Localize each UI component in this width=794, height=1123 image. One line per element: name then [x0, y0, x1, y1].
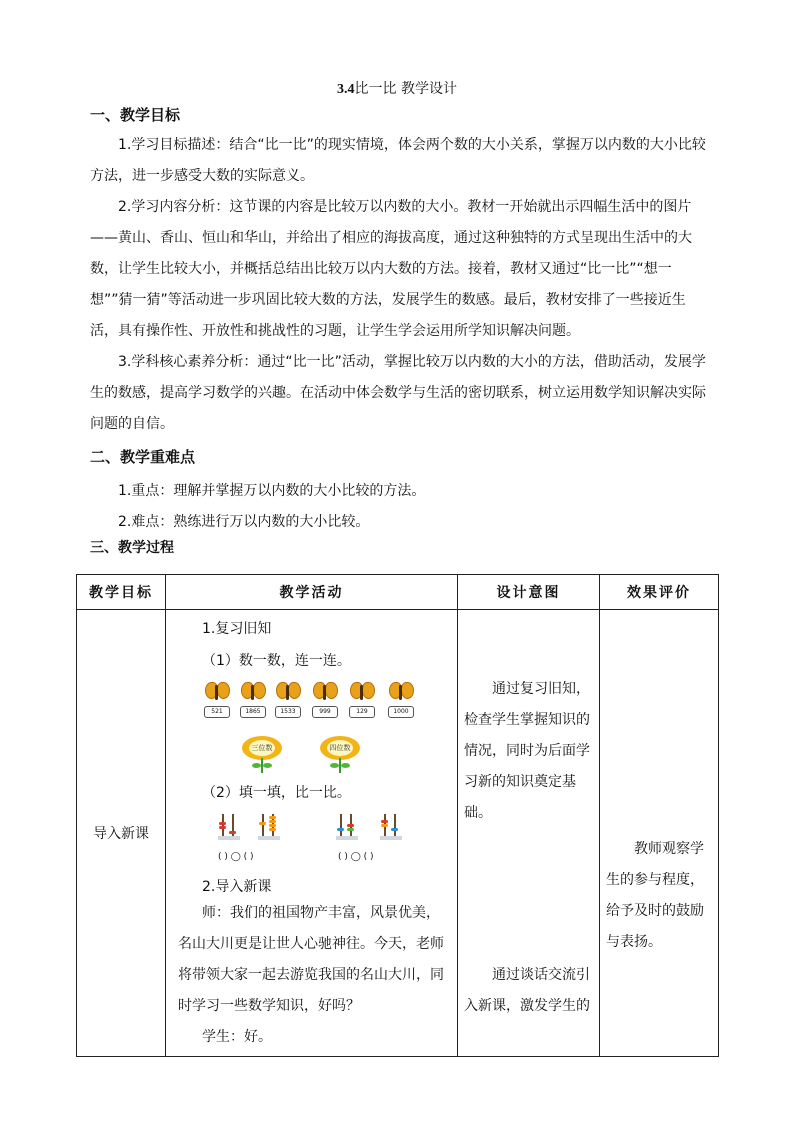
- keypoint-1: 1.重点：理解并掌握万以内数的大小比较的方法。: [118, 483, 426, 499]
- design-cell: [458, 610, 600, 1057]
- review-task-2: （2）填一填，比一比。: [202, 785, 351, 801]
- section-heading-goals: 一、教学目标: [90, 106, 181, 124]
- sunflower-icon: [242, 736, 282, 774]
- number-card: 129: [349, 706, 375, 718]
- evaluation-note: 教师观察学生的参与程度，给予及时的鼓励与表扬。: [606, 841, 704, 950]
- goal-cell: 导入新课: [77, 610, 166, 1057]
- number-card: 521: [204, 706, 230, 718]
- header-goal: 教学目标: [77, 575, 166, 610]
- butterfly-icon: [388, 680, 414, 702]
- keypoint-2: 2.难点：熟练进行万以内数的大小比较。: [118, 514, 370, 530]
- intro-teacher-speech: 师：我们的祖国物产丰富，风景优美，名山大川更是让世人心驰神往。今天，老师将带领大家一起去游览我国的名山大川，同时学习一些数学知识，好吗？: [178, 905, 444, 1014]
- butterfly-icon: [204, 680, 230, 702]
- table-row: [77, 610, 719, 1057]
- flower-label: 四位数: [327, 740, 353, 756]
- review-title: 1.复习旧知: [202, 621, 272, 637]
- header-evaluation: 效果评价: [600, 575, 719, 610]
- section-heading-keypoints: 二、教学重难点: [90, 448, 196, 466]
- evaluation-cell: [600, 610, 719, 1057]
- compare-blank[interactable]: ( ) ◯ ( ): [218, 852, 254, 862]
- title-number: 3.4: [337, 82, 355, 97]
- header-activity: 教学活动: [166, 575, 458, 610]
- number-card: 999: [312, 706, 338, 718]
- goal-paragraph-2: 2.学习内容分析：这节课的内容是比较万以内数的大小。教材一开始就出示四幅生活中的图片——黄山、香山、恒山和华山，并给出了相应的海拔高度，通过这种独特的方式呈现出生活中的大数，让学生比较大小，并概括总结出比较万以内大数的方法。接着，教材又通过“比一比”“想一想””猜一猜”等活动进一步巩固比较大数的方法，发展学生的数感。最后，教材安排了一些接近生活，具有操作性、开放性和挑战性的习题，让学生学会运用所学知识解决问题。: [90, 199, 692, 339]
- sunflower-icon: [320, 736, 360, 774]
- intro-title: 2.导入新课: [202, 879, 272, 895]
- butterfly-icon: [349, 680, 375, 702]
- page-title: [0, 78, 794, 98]
- abacus-icon: [218, 814, 240, 840]
- review-task-1: （1）数一数，连一连。: [202, 653, 351, 669]
- table-header-row: [77, 575, 719, 610]
- activity-cell: [166, 610, 458, 1057]
- butterfly-icon: [312, 680, 338, 702]
- section-heading-process: 三、教学过程: [90, 540, 174, 556]
- compare-blank[interactable]: ( ) ◯ ( ): [338, 852, 374, 862]
- abacus-icon: [336, 814, 358, 840]
- process-table: [76, 574, 719, 1057]
- intro-student-reply: 学生：好。: [202, 1029, 272, 1045]
- butterfly-icon: [240, 680, 266, 702]
- design-note-2: 通过谈话交流引入新课，激发学生的: [464, 967, 590, 1014]
- abacus-icon: [380, 814, 402, 840]
- design-note-1: 通过复习旧知，检查学生掌握知识的情况，同时为后面学习新的知识奠定基础。: [464, 681, 590, 821]
- butterfly-icon: [275, 680, 301, 702]
- goal-paragraph-3: 3.学科核心素养分析：通过“比一比”活动，掌握比较万以内数的大小的方法，借助活动，发展学生的数感，提高学习数学的兴趣。在活动中体会数学与生活的密切联系，树立运用数学知识解决实际问题的自信。: [90, 354, 706, 432]
- flower-label: 三位数: [249, 740, 275, 756]
- header-design: 设计意图: [458, 575, 600, 610]
- number-card: 1533: [275, 706, 301, 718]
- abacus-icon: [258, 814, 280, 840]
- number-card: 1000: [388, 706, 414, 718]
- goal-paragraph-1: 1.学习目标描述：结合“比一比”的现实情境，体会两个数的大小关系，掌握万以内数的大小比较方法，进一步感受大数的实际意义。: [90, 137, 706, 184]
- number-card: 1865: [240, 706, 266, 718]
- title-text: 比一比 教学设计: [354, 81, 457, 97]
